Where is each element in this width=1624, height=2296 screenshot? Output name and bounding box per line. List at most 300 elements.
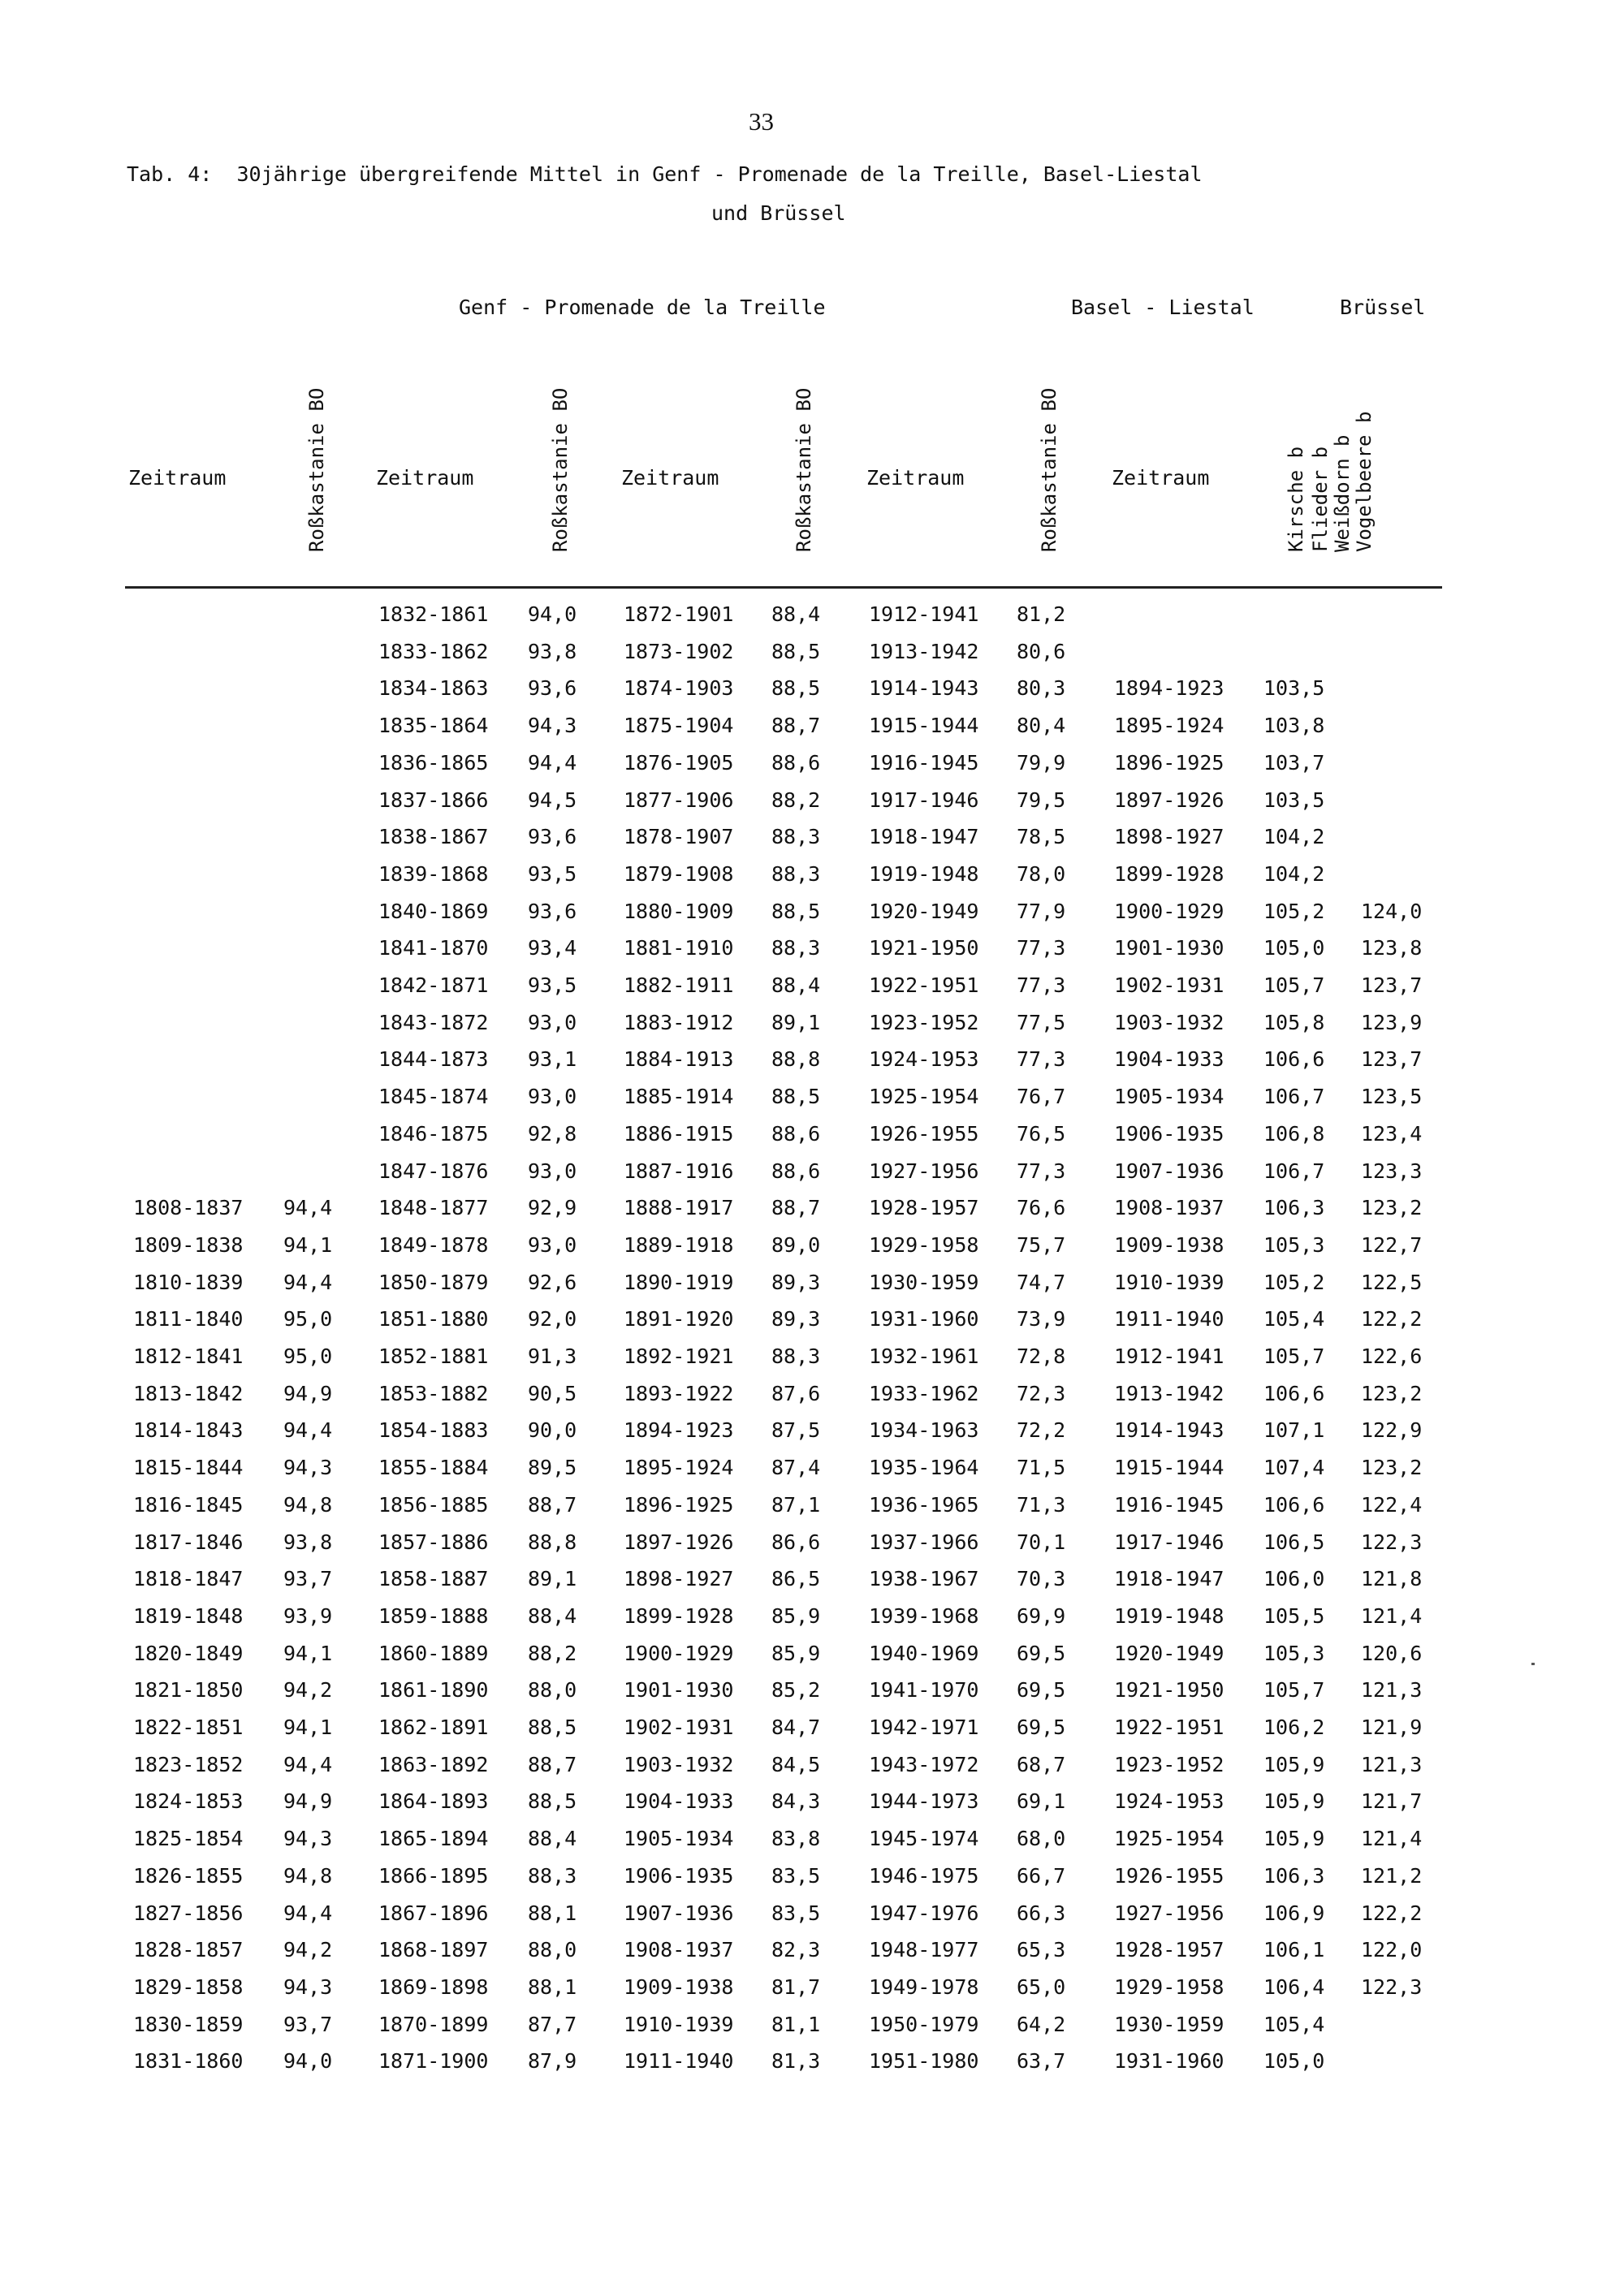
- cell-value: 92,0: [528, 1307, 577, 1331]
- cell-zeitraum: 1950-1979: [869, 2012, 979, 2036]
- cell-value: 72,8: [1017, 1344, 1066, 1368]
- cell-zeitraum: 1865-1894: [378, 1827, 489, 1851]
- cell-zeitraum: 1907-1936: [1114, 1159, 1224, 1183]
- cell-zeitraum: 1924-1953: [1114, 1789, 1224, 1814]
- cell-value: 85,9: [771, 1641, 821, 1665]
- cell-zeitraum: 1923-1952: [1114, 1752, 1224, 1776]
- cell-value: 65,0: [1017, 1974, 1066, 1999]
- cell-zeitraum: 1811-1840: [133, 1307, 244, 1331]
- table-row: [0, 1864, 1624, 1892]
- cell-value: 86,6: [771, 1530, 821, 1554]
- table-row: [0, 2049, 1624, 2077]
- cell-zeitraum: 1875-1904: [624, 714, 734, 738]
- cell-zeitraum: 1908-1937: [624, 1938, 734, 1962]
- cell-zeitraum: 1863-1892: [378, 1752, 489, 1776]
- cell-zeitraum: 1899-1928: [1114, 861, 1224, 886]
- cell-value: 93,0: [528, 1232, 577, 1257]
- cell-zeitraum: 1924-1953: [869, 1047, 979, 1072]
- cell-value: 121,9: [1361, 1716, 1423, 1739]
- cell-zeitraum: 1947-1976: [869, 1901, 979, 1925]
- cell-value: 105,3: [1263, 1232, 1325, 1257]
- cell-value: 121,3: [1361, 1752, 1423, 1776]
- cell-zeitraum: 1941-1970: [869, 1678, 979, 1703]
- group-header-basel: Basel - Liestal: [1071, 296, 1255, 319]
- cell-value: 106,1: [1263, 1938, 1325, 1962]
- cell-zeitraum: 1845-1874: [378, 1085, 489, 1109]
- cell-zeitraum: 1925-1954: [869, 1085, 979, 1109]
- cell-zeitraum: 1915-1944: [1114, 1456, 1224, 1480]
- cell-zeitraum: 1812-1841: [133, 1344, 244, 1368]
- cell-zeitraum: 1912-1941: [869, 602, 979, 626]
- cell-zeitraum: 1822-1851: [133, 1716, 244, 1739]
- cell-value: 88,7: [528, 1492, 577, 1517]
- table-row: [0, 825, 1624, 852]
- cell-value: 66,7: [1017, 1863, 1066, 1888]
- cell-zeitraum: 1816-1845: [133, 1492, 244, 1517]
- cell-value: 121,7: [1361, 1789, 1423, 1814]
- cell-value: 77,5: [1017, 1010, 1066, 1034]
- cell-zeitraum: 1942-1971: [869, 1716, 979, 1739]
- cell-zeitraum: 1824-1853: [133, 1789, 244, 1814]
- cell-zeitraum: 1911-1940: [624, 2049, 734, 2074]
- cell-zeitraum: 1882-1911: [624, 973, 734, 997]
- cell-value: 89,3: [771, 1307, 821, 1331]
- col-header-flieder: Flieder b: [1309, 446, 1332, 552]
- cell-zeitraum: 1895-1924: [624, 1456, 734, 1480]
- cell-value: 82,3: [771, 1938, 821, 1962]
- cell-zeitraum: 1888-1917: [624, 1196, 734, 1220]
- table-row: [0, 973, 1624, 1001]
- cell-value: 105,7: [1263, 1344, 1325, 1368]
- cell-value: 103,5: [1263, 788, 1325, 812]
- table-row: [0, 1159, 1624, 1187]
- col-header-zeitraum: Zeitraum: [1112, 466, 1210, 490]
- cell-value: 95,0: [283, 1307, 333, 1331]
- cell-zeitraum: 1921-1950: [1114, 1678, 1224, 1703]
- cell-value: 94,5: [528, 788, 577, 812]
- cell-value: 120,6: [1361, 1641, 1423, 1665]
- cell-value: 93,0: [528, 1010, 577, 1034]
- cell-zeitraum: 1896-1925: [1114, 750, 1224, 775]
- cell-value: 104,2: [1263, 825, 1325, 849]
- col-header-rosskastanie: Roßkastanie BO: [549, 387, 572, 552]
- cell-value: 105,7: [1263, 1678, 1325, 1703]
- col-header-zeitraum: Zeitraum: [376, 466, 474, 490]
- cell-value: 123,2: [1361, 1196, 1423, 1220]
- cell-zeitraum: 1907-1936: [624, 1901, 734, 1925]
- cell-value: 92,8: [528, 1121, 577, 1146]
- cell-zeitraum: 1900-1929: [624, 1641, 734, 1665]
- cell-value: 77,3: [1017, 1159, 1066, 1183]
- table-row: [0, 1047, 1624, 1075]
- cell-value: 106,9: [1263, 1901, 1325, 1925]
- cell-zeitraum: 1880-1909: [624, 899, 734, 923]
- cell-zeitraum: 1820-1849: [133, 1641, 244, 1665]
- cell-value: 122,7: [1361, 1232, 1423, 1257]
- cell-value: 79,9: [1017, 750, 1066, 775]
- cell-value: 106,0: [1263, 1567, 1325, 1591]
- cell-zeitraum: 1809-1838: [133, 1232, 244, 1257]
- cell-value: 78,5: [1017, 825, 1066, 849]
- cell-zeitraum: 1895-1924: [1114, 714, 1224, 738]
- cell-zeitraum: 1859-1888: [378, 1603, 489, 1628]
- cell-value: 94,0: [528, 602, 577, 626]
- cell-value: 106,3: [1263, 1863, 1325, 1888]
- cell-value: 88,5: [528, 1716, 577, 1739]
- table-row: [0, 1344, 1624, 1372]
- cell-value: 106,6: [1263, 1492, 1325, 1517]
- cell-zeitraum: 1923-1952: [869, 1010, 979, 1034]
- cell-value: 70,3: [1017, 1567, 1066, 1591]
- cell-value: 69,5: [1017, 1678, 1066, 1703]
- cell-zeitraum: 1951-1980: [869, 2049, 979, 2074]
- cell-value: 84,3: [771, 1789, 821, 1814]
- cell-value: 94,4: [528, 750, 577, 775]
- cell-value: 106,6: [1263, 1381, 1325, 1405]
- table-row: [0, 1716, 1624, 1743]
- cell-value: 88,2: [771, 788, 821, 812]
- cell-zeitraum: 1918-1947: [869, 825, 979, 849]
- cell-zeitraum: 1872-1901: [624, 602, 734, 626]
- cell-value: 88,2: [528, 1641, 577, 1665]
- cell-zeitraum: 1916-1945: [869, 750, 979, 775]
- cell-value: 71,5: [1017, 1456, 1066, 1480]
- cell-value: 88,3: [771, 861, 821, 886]
- cell-zeitraum: 1858-1887: [378, 1567, 489, 1591]
- cell-zeitraum: 1948-1977: [869, 1938, 979, 1962]
- header-rule: [125, 586, 1442, 589]
- scan-speck: [1531, 1663, 1535, 1665]
- cell-value: 69,9: [1017, 1603, 1066, 1628]
- cell-zeitraum: 1910-1939: [1114, 1270, 1224, 1294]
- cell-zeitraum: 1856-1885: [378, 1492, 489, 1517]
- cell-value: 105,2: [1263, 899, 1325, 923]
- cell-zeitraum: 1916-1945: [1114, 1492, 1224, 1517]
- cell-value: 122,6: [1361, 1344, 1423, 1368]
- table-row: [0, 676, 1624, 704]
- cell-zeitraum: 1848-1877: [378, 1196, 489, 1220]
- cell-value: 88,3: [528, 1863, 577, 1888]
- table-row: [0, 1604, 1624, 1632]
- cell-value: 103,5: [1263, 676, 1325, 701]
- cell-zeitraum: 1911-1940: [1114, 1307, 1224, 1331]
- cell-value: 74,7: [1017, 1270, 1066, 1294]
- cell-value: 93,4: [528, 936, 577, 960]
- cell-zeitraum: 1887-1916: [624, 1159, 734, 1183]
- cell-value: 88,6: [771, 750, 821, 775]
- cell-zeitraum: 1881-1910: [624, 936, 734, 960]
- cell-zeitraum: 1915-1944: [869, 714, 979, 738]
- table-row: [0, 1789, 1624, 1817]
- cell-value: 69,5: [1017, 1641, 1066, 1665]
- cell-zeitraum: 1931-1960: [1114, 2049, 1224, 2074]
- cell-zeitraum: 1903-1932: [624, 1752, 734, 1776]
- cell-zeitraum: 1922-1951: [1114, 1716, 1224, 1739]
- cell-zeitraum: 1883-1912: [624, 1010, 734, 1034]
- cell-value: 84,5: [771, 1752, 821, 1776]
- cell-value: 94,3: [283, 1974, 333, 1999]
- cell-zeitraum: 1944-1973: [869, 1789, 979, 1814]
- cell-zeitraum: 1922-1951: [869, 973, 979, 997]
- cell-value: 122,9: [1361, 1418, 1423, 1443]
- cell-value: 94,3: [528, 714, 577, 738]
- cell-value: 69,5: [1017, 1716, 1066, 1739]
- cell-zeitraum: 1870-1899: [378, 2012, 489, 2036]
- cell-zeitraum: 1902-1931: [1114, 973, 1224, 997]
- cell-value: 94,2: [283, 1938, 333, 1962]
- cell-value: 104,2: [1263, 861, 1325, 886]
- cell-zeitraum: 1901-1930: [1114, 936, 1224, 960]
- cell-value: 64,2: [1017, 2012, 1066, 2036]
- cell-value: 88,8: [771, 1047, 821, 1072]
- cell-value: 89,3: [771, 1270, 821, 1294]
- cell-zeitraum: 1831-1860: [133, 2049, 244, 2074]
- cell-zeitraum: 1818-1847: [133, 1567, 244, 1591]
- cell-zeitraum: 1930-1959: [1114, 2012, 1224, 2036]
- cell-value: 94,4: [283, 1752, 333, 1776]
- cell-value: 93,6: [528, 825, 577, 849]
- cell-zeitraum: 1861-1890: [378, 1678, 489, 1703]
- cell-value: 88,3: [771, 825, 821, 849]
- cell-zeitraum: 1836-1865: [378, 750, 489, 775]
- cell-value: 121,3: [1361, 1678, 1423, 1703]
- cell-zeitraum: 1879-1908: [624, 861, 734, 886]
- cell-zeitraum: 1931-1960: [869, 1307, 979, 1331]
- cell-value: 80,6: [1017, 639, 1066, 663]
- cell-value: 77,3: [1017, 1047, 1066, 1072]
- table-row: [0, 1975, 1624, 2003]
- cell-value: 88,3: [771, 1344, 821, 1368]
- cell-value: 71,3: [1017, 1492, 1066, 1517]
- cell-zeitraum: 1935-1964: [869, 1456, 979, 1480]
- cell-value: 121,8: [1361, 1567, 1423, 1591]
- cell-zeitraum: 1894-1923: [624, 1418, 734, 1443]
- cell-value: 121,4: [1361, 1603, 1423, 1628]
- cell-value: 88,4: [528, 1603, 577, 1628]
- cell-value: 106,5: [1263, 1530, 1325, 1554]
- table-caption: Tab. 4: 30jährige übergreifende Mittel in Genf - Promenade de la Treille, Basel-Liestal: [127, 162, 1203, 186]
- cell-zeitraum: 1901-1930: [624, 1678, 734, 1703]
- cell-zeitraum: 1926-1955: [869, 1121, 979, 1146]
- table-row: [0, 1753, 1624, 1780]
- table-row: [0, 1938, 1624, 1966]
- cell-value: 88,6: [771, 1159, 821, 1183]
- cell-zeitraum: 1857-1886: [378, 1530, 489, 1554]
- cell-value: 123,7: [1361, 973, 1423, 997]
- cell-zeitraum: 1868-1897: [378, 1938, 489, 1962]
- table-row: [0, 1456, 1624, 1483]
- col-header-zeitraum: Zeitraum: [621, 466, 719, 490]
- cell-value: 103,7: [1263, 750, 1325, 775]
- col-header-rosskastanie: Roßkastanie BO: [305, 387, 328, 552]
- cell-zeitraum: 1904-1933: [624, 1789, 734, 1814]
- cell-zeitraum: 1834-1863: [378, 676, 489, 701]
- cell-value: 105,8: [1263, 1010, 1325, 1034]
- cell-value: 83,5: [771, 1901, 821, 1925]
- cell-value: 76,7: [1017, 1085, 1066, 1109]
- cell-value: 93,0: [528, 1085, 577, 1109]
- cell-zeitraum: 1945-1974: [869, 1827, 979, 1851]
- cell-value: 87,6: [771, 1381, 821, 1405]
- cell-zeitraum: 1852-1881: [378, 1344, 489, 1368]
- cell-value: 123,5: [1361, 1085, 1423, 1109]
- table-row: [0, 1642, 1624, 1669]
- cell-value: 123,2: [1361, 1456, 1423, 1480]
- cell-zeitraum: 1946-1975: [869, 1863, 979, 1888]
- cell-value: 81,1: [771, 2012, 821, 2036]
- cell-value: 106,3: [1263, 1196, 1325, 1220]
- cell-zeitraum: 1921-1950: [869, 936, 979, 960]
- cell-zeitraum: 1843-1872: [378, 1010, 489, 1034]
- cell-value: 103,8: [1263, 714, 1325, 738]
- cell-zeitraum: 1878-1907: [624, 825, 734, 849]
- cell-zeitraum: 1814-1843: [133, 1418, 244, 1443]
- table-caption-continued: und Brüssel: [711, 201, 846, 225]
- cell-value: 88,5: [771, 676, 821, 701]
- cell-value: 94,0: [283, 2049, 333, 2074]
- cell-zeitraum: 1919-1948: [869, 861, 979, 886]
- cell-value: 88,1: [528, 1974, 577, 1999]
- cell-zeitraum: 1869-1898: [378, 1974, 489, 1999]
- cell-value: 91,3: [528, 1344, 577, 1368]
- cell-value: 66,3: [1017, 1901, 1066, 1925]
- cell-value: 88,4: [528, 1827, 577, 1851]
- cell-value: 105,9: [1263, 1752, 1325, 1776]
- cell-zeitraum: 1842-1871: [378, 973, 489, 997]
- cell-value: 86,5: [771, 1567, 821, 1591]
- cell-zeitraum: 1933-1962: [869, 1381, 979, 1405]
- cell-value: 94,8: [283, 1863, 333, 1888]
- cell-zeitraum: 1906-1935: [624, 1863, 734, 1888]
- cell-value: 93,5: [528, 861, 577, 886]
- cell-value: 93,6: [528, 676, 577, 701]
- cell-value: 76,6: [1017, 1196, 1066, 1220]
- table-row: [0, 1122, 1624, 1150]
- cell-value: 89,0: [771, 1232, 821, 1257]
- cell-zeitraum: 1909-1938: [624, 1974, 734, 1999]
- cell-zeitraum: 1940-1969: [869, 1641, 979, 1665]
- cell-value: 122,2: [1361, 1307, 1423, 1331]
- cell-value: 123,7: [1361, 1047, 1423, 1072]
- cell-zeitraum: 1909-1938: [1114, 1232, 1224, 1257]
- cell-value: 81,2: [1017, 602, 1066, 626]
- col-header-bruessel-species: [1310, 412, 1376, 552]
- cell-zeitraum: 1838-1867: [378, 825, 489, 849]
- cell-value: 107,1: [1263, 1418, 1325, 1443]
- cell-zeitraum: 1920-1949: [1114, 1641, 1224, 1665]
- cell-value: 106,8: [1263, 1121, 1325, 1146]
- cell-zeitraum: 1903-1932: [1114, 1010, 1224, 1034]
- cell-zeitraum: 1927-1956: [1114, 1901, 1224, 1925]
- cell-value: 94,1: [283, 1232, 333, 1257]
- table-row: [0, 1493, 1624, 1521]
- cell-zeitraum: 1853-1882: [378, 1381, 489, 1405]
- col-header-vogelbeere: Vogelbeere b: [1353, 411, 1376, 552]
- cell-value: 88,0: [528, 1938, 577, 1962]
- cell-zeitraum: 1906-1935: [1114, 1121, 1224, 1146]
- cell-value: 92,6: [528, 1270, 577, 1294]
- table-row: [0, 1011, 1624, 1038]
- cell-value: 121,4: [1361, 1827, 1423, 1851]
- cell-value: 123,8: [1361, 936, 1423, 960]
- cell-value: 65,3: [1017, 1938, 1066, 1962]
- cell-value: 83,5: [771, 1863, 821, 1888]
- cell-zeitraum: 1917-1946: [1114, 1530, 1224, 1554]
- cell-value: 94,2: [283, 1678, 333, 1703]
- cell-value: 92,9: [528, 1196, 577, 1220]
- cell-zeitraum: 1837-1866: [378, 788, 489, 812]
- cell-value: 94,4: [283, 1418, 333, 1443]
- cell-value: 95,0: [283, 1344, 333, 1368]
- cell-value: 88,5: [771, 899, 821, 923]
- cell-value: 122,3: [1361, 1974, 1423, 1999]
- cell-zeitraum: 1850-1879: [378, 1270, 489, 1294]
- cell-zeitraum: 1920-1949: [869, 899, 979, 923]
- cell-value: 88,7: [771, 714, 821, 738]
- cell-zeitraum: 1828-1857: [133, 1938, 244, 1962]
- cell-value: 123,9: [1361, 1010, 1423, 1034]
- cell-zeitraum: 1934-1963: [869, 1418, 979, 1443]
- cell-value: 88,0: [528, 1678, 577, 1703]
- cell-zeitraum: 1896-1925: [624, 1492, 734, 1517]
- cell-zeitraum: 1855-1884: [378, 1456, 489, 1480]
- cell-zeitraum: 1854-1883: [378, 1418, 489, 1443]
- cell-value: 123,4: [1361, 1121, 1423, 1146]
- group-header-bruessel: Brüssel: [1340, 296, 1426, 319]
- cell-value: 89,1: [528, 1567, 577, 1591]
- table-row: [0, 862, 1624, 890]
- cell-zeitraum: 1929-1958: [869, 1232, 979, 1257]
- cell-value: 106,2: [1263, 1716, 1325, 1739]
- cell-value: 94,1: [283, 1641, 333, 1665]
- cell-value: 68,7: [1017, 1752, 1066, 1776]
- table-row: [0, 1271, 1624, 1298]
- cell-value: 87,7: [528, 2012, 577, 2036]
- cell-zeitraum: 1949-1978: [869, 1974, 979, 1999]
- cell-value: 88,7: [528, 1752, 577, 1776]
- cell-value: 122,5: [1361, 1270, 1423, 1294]
- cell-value: 87,1: [771, 1492, 821, 1517]
- cell-value: 80,3: [1017, 676, 1066, 701]
- table-row: [0, 1901, 1624, 1929]
- cell-zeitraum: 1893-1922: [624, 1381, 734, 1405]
- cell-value: 88,5: [771, 1085, 821, 1109]
- col-header-rosskastanie: Roßkastanie BO: [793, 387, 815, 552]
- cell-zeitraum: 1808-1837: [133, 1196, 244, 1220]
- cell-value: 70,1: [1017, 1530, 1066, 1554]
- cell-value: 94,1: [283, 1716, 333, 1739]
- cell-zeitraum: 1937-1966: [869, 1530, 979, 1554]
- cell-value: 81,3: [771, 2049, 821, 2074]
- cell-value: 75,7: [1017, 1232, 1066, 1257]
- cell-zeitraum: 1817-1846: [133, 1530, 244, 1554]
- cell-value: 106,7: [1263, 1085, 1325, 1109]
- cell-value: 105,7: [1263, 973, 1325, 997]
- cell-zeitraum: 1912-1941: [1114, 1344, 1224, 1368]
- cell-zeitraum: 1886-1915: [624, 1121, 734, 1146]
- cell-zeitraum: 1929-1958: [1114, 1974, 1224, 1999]
- cell-value: 105,3: [1263, 1641, 1325, 1665]
- cell-value: 93,0: [528, 1159, 577, 1183]
- cell-zeitraum: 1889-1918: [624, 1232, 734, 1257]
- cell-zeitraum: 1860-1889: [378, 1641, 489, 1665]
- cell-value: 81,7: [771, 1974, 821, 1999]
- cell-zeitraum: 1874-1903: [624, 676, 734, 701]
- cell-value: 88,8: [528, 1530, 577, 1554]
- cell-zeitraum: 1914-1943: [1114, 1418, 1224, 1443]
- table-row: [0, 602, 1624, 630]
- cell-zeitraum: 1910-1939: [624, 2012, 734, 2036]
